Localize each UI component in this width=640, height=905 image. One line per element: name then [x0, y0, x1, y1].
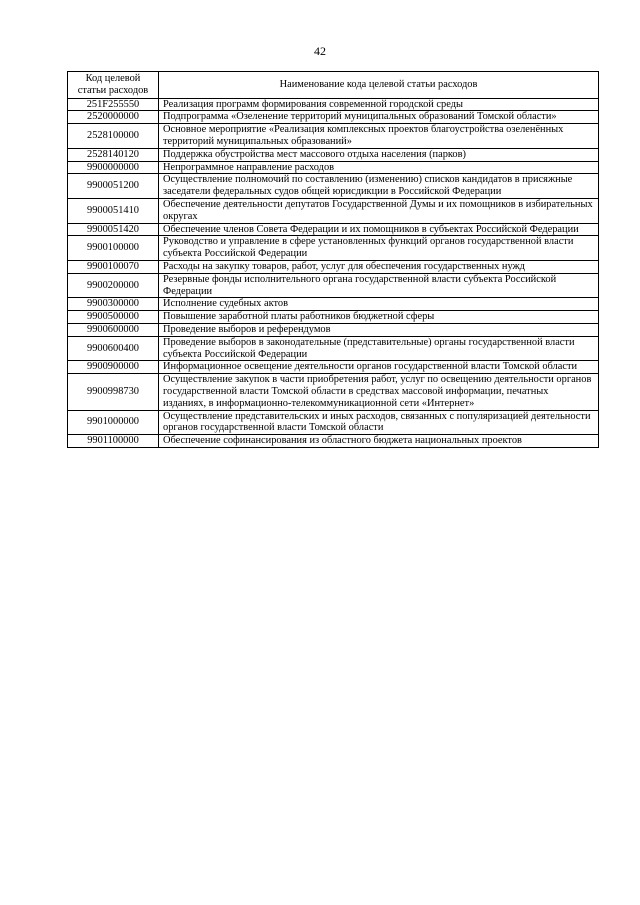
name-cell: Подпрограмма «Озеленение территорий муниципальных образований Томской области»: [159, 111, 599, 124]
table-row: [68, 298, 599, 311]
code-cell: 9900300000: [68, 298, 159, 311]
target-codes-table: [67, 71, 599, 448]
code-cell: 2528140120: [68, 148, 159, 161]
name-cell: Проведение выборов в законодательные (представительные) органы государственной власти субъекта Российской Федерации: [159, 336, 599, 361]
table-row: [68, 236, 599, 261]
table-row: [68, 323, 599, 336]
table-row: [68, 336, 599, 361]
code-cell: 251F255550: [68, 98, 159, 111]
page-number: 42: [314, 44, 326, 58]
table-row: [68, 260, 599, 273]
table-row: [68, 435, 599, 448]
name-cell: Обеспечение членов Совета Федерации и их помощников в субъектах Российской Федерации: [159, 223, 599, 236]
name-cell: Проведение выборов и референдумов: [159, 323, 599, 336]
code-cell: 9900100070: [68, 260, 159, 273]
name-cell: Непрограммное направление расходов: [159, 161, 599, 174]
table-row: [68, 111, 599, 124]
name-cell: Обеспечение софинансирования из областного бюджета национальных проектов: [159, 435, 599, 448]
code-cell: 2520000000: [68, 111, 159, 124]
code-cell: 9900000000: [68, 161, 159, 174]
name-cell: Расходы на закупку товаров, работ, услуг для обеспечения государственных нужд: [159, 260, 599, 273]
table-row: [68, 148, 599, 161]
name-cell: Повышение заработной платы работников бюджетной сферы: [159, 311, 599, 324]
table-row: [68, 223, 599, 236]
name-cell: Руководство и управление в сфере установленных функций органов государственной власти субъекта Российской Федерации: [159, 236, 599, 261]
table-row: [68, 311, 599, 324]
table-row: [68, 98, 599, 111]
code-cell: 2528100000: [68, 124, 159, 149]
table-row: [68, 374, 599, 410]
table-row: [68, 174, 599, 199]
code-cell: 9900500000: [68, 311, 159, 324]
table-row: [68, 361, 599, 374]
code-cell: 9900200000: [68, 273, 159, 298]
code-cell: 9901000000: [68, 410, 159, 435]
name-cell: Исполнение судебных актов: [159, 298, 599, 311]
name-cell: Осуществление представительских и иных расходов, связанных с популяризацией деятельности органов государственной власти Томской области: [159, 410, 599, 435]
name-cell: Осуществление полномочий по составлению (изменению) списков кандидатов в присяжные заседатели федеральных судов общей юрисдикции в Российской Федерации: [159, 174, 599, 199]
name-cell: Реализация программ формирования современной городской среды: [159, 98, 599, 111]
table-row: [68, 273, 599, 298]
name-cell: Основное мероприятие «Реализация комплексных проектов благоустройства озеленённых территорий муниципальных образований»: [159, 124, 599, 149]
header-name: Наименование кода целевой статьи расходов: [159, 72, 599, 99]
code-cell: 9900998730: [68, 374, 159, 410]
table-body: [68, 98, 599, 447]
table-row: [68, 161, 599, 174]
header-code: Код целевой статьи расходов: [68, 72, 159, 99]
table-row: [68, 410, 599, 435]
name-cell: Резервные фонды исполнительного органа государственной власти субъекта Российской Федерации: [159, 273, 599, 298]
code-cell: 9900051420: [68, 223, 159, 236]
code-cell: 9901100000: [68, 435, 159, 448]
code-cell: 9900100000: [68, 236, 159, 261]
code-cell: 9900900000: [68, 361, 159, 374]
table-row: [68, 198, 599, 223]
name-cell: Осуществление закупок в части приобретения работ, услуг по освещению деятельности органов государственной власти Томской области в средствах массовой информации, печатных изданиях, в информационно-телекоммуникационной сети «Интернет»: [159, 374, 599, 410]
table-header-row: [68, 72, 599, 99]
name-cell: Обеспечение деятельности депутатов Государственной Думы и их помощников в избирательных округах: [159, 198, 599, 223]
code-cell: 9900600000: [68, 323, 159, 336]
code-cell: 9900600400: [68, 336, 159, 361]
name-cell: Информационное освещение деятельности органов государственной власти Томской области: [159, 361, 599, 374]
code-cell: 9900051410: [68, 198, 159, 223]
table-row: [68, 124, 599, 149]
code-cell: 9900051200: [68, 174, 159, 199]
name-cell: Поддержка обустройства мест массового отдыха населения (парков): [159, 148, 599, 161]
